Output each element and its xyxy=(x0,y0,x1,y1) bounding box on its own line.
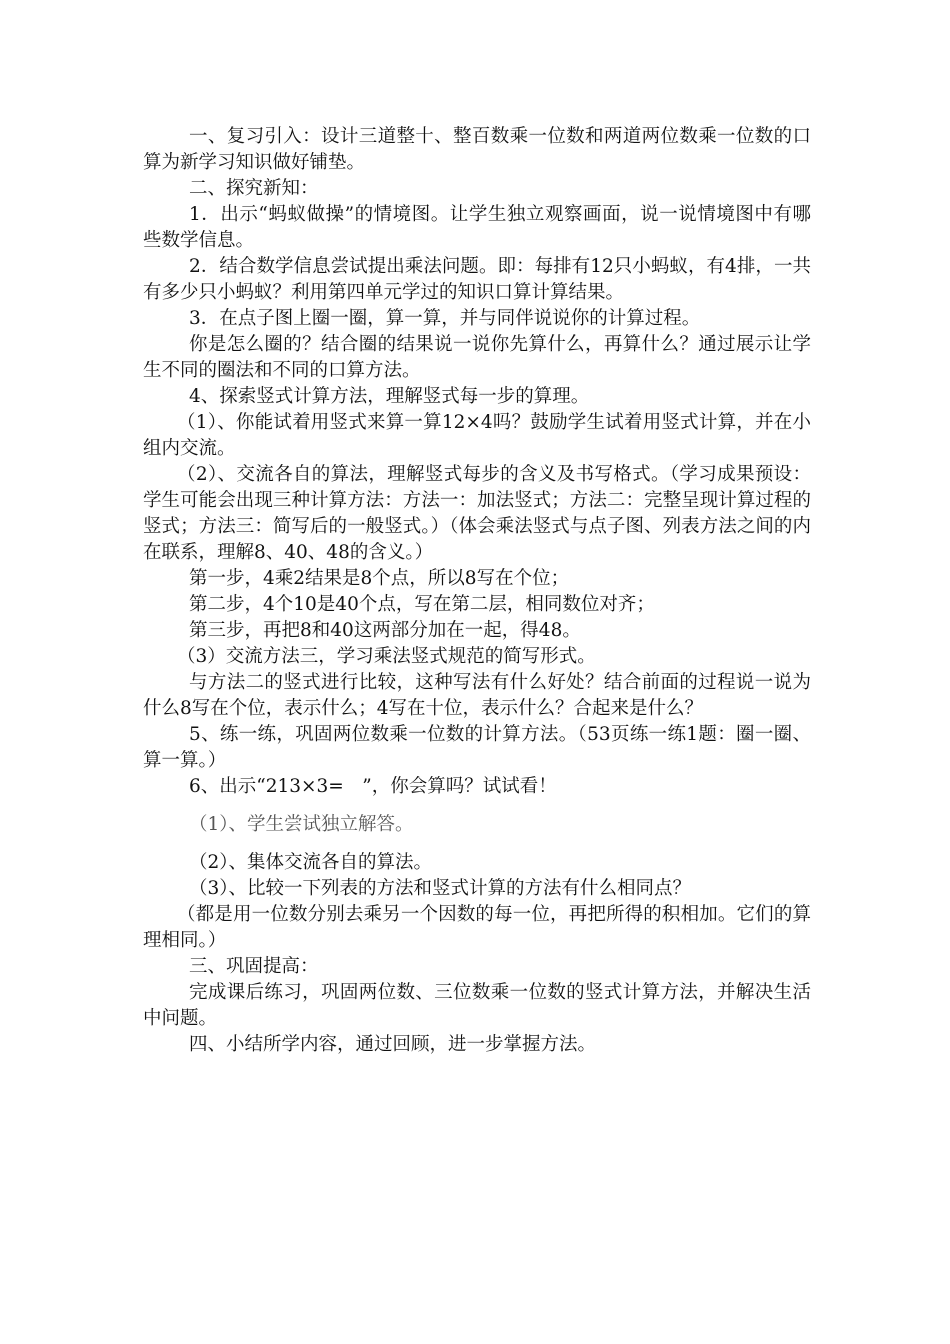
paragraph-exercise: 完成课后练习，巩固两位数、三位数乘一位数的竖式计算方法，并解决生活中问题。 xyxy=(143,982,811,1029)
paragraph-step-2: 2．结合数学信息尝试提出乘法问题。即：每排有12只小蚂蚁，有4排，一共有多少只小蚂蚁？利用第四单元学过的知识口算计算结果。 xyxy=(143,256,811,303)
paragraph-step-3: 3．在点子图上圈一圈，算一算，并与同伴说说你的计算过程。 xyxy=(189,308,701,329)
paragraph-review-intro: 一、复习引入：设计三道整十、整百数乘一位数和两道两位数乘一位数的口算为新学习知识做好铺垫。 xyxy=(143,126,811,173)
paragraph-step-6: 6、出示“213×3= ”，你会算吗？试试看！ xyxy=(189,776,557,797)
paragraph-step-1: 1．出示“蚂蚁做操”的情境图。让学生独立观察画面，说一说情境图中有哪些数学信息。 xyxy=(143,204,811,251)
paragraph-sub-6-3: （3）、比较一下列表的方法和竖式计算的方法有什么相同点？ xyxy=(189,878,692,899)
paragraph-sub-6-1: （1）、学生尝试独立解答。 xyxy=(189,814,414,835)
paragraph-circle-question: 你是怎么圈的？结合圈的结果说一说你先算什么，再算什么？通过展示让学生不同的圈法和不同的口算方法。 xyxy=(143,334,811,381)
paragraph-first-step: 第一步，4乘2结果是8个点，所以8写在个位； xyxy=(189,568,570,589)
document-body xyxy=(143,124,811,1058)
paragraph-sub-3: （3）交流方法三，学习乘法竖式规范的简写形式。 xyxy=(177,646,596,667)
paragraph-answer-note: （都是用一位数分别去乘另一个因数的每一位，再把所得的积相加。它们的算理相同。） xyxy=(143,904,811,951)
paragraph-step-5: 5、练一练，巩固两位数乘一位数的计算方法。（53页练一练1题：圈一圈、算一算。） xyxy=(143,724,811,771)
paragraph-sub-2: （2）、交流各自的算法，理解竖式每步的含义及书写格式。（学习成果预设：学生可能会出现三种计算方法：方法一：加法竖式；方法二：完整呈现计算过程的竖式；方法三：简写后的一般竖式。）（体会乘法竖式与点子图、列表方法之间的内在联系，理解8、40、48的含义。） xyxy=(143,464,811,563)
section-heading-consolidate: 三、巩固提高： xyxy=(189,956,319,977)
section-heading-explore: 二、探究新知： xyxy=(189,178,319,199)
paragraph-step-4: 4、探索竖式计算方法，理解竖式每一步的算理。 xyxy=(189,386,590,407)
paragraph-sub-6-2: （2）、集体交流各自的算法。 xyxy=(189,852,433,873)
paragraph-sub-1: （1）、你能试着用竖式来算一算12×4吗？鼓励学生试着用竖式计算，并在小组内交流。 xyxy=(143,412,811,459)
paragraph-second-step: 第二步，4个10是40个点，写在第二层，相同数位对齐； xyxy=(189,594,655,615)
paragraph-compare: 与方法二的竖式进行比较，这种写法有什么好处？结合前面的过程说一说为什么8写在个位，表示什么；4写在十位，表示什么？合起来是什么？ xyxy=(143,672,811,719)
paragraph-third-step: 第三步，再把8和40这两部分加在一起，得48。 xyxy=(189,620,581,641)
section-heading-summary: 四、小结所学内容，通过回顾，进一步掌握方法。 xyxy=(189,1034,597,1055)
